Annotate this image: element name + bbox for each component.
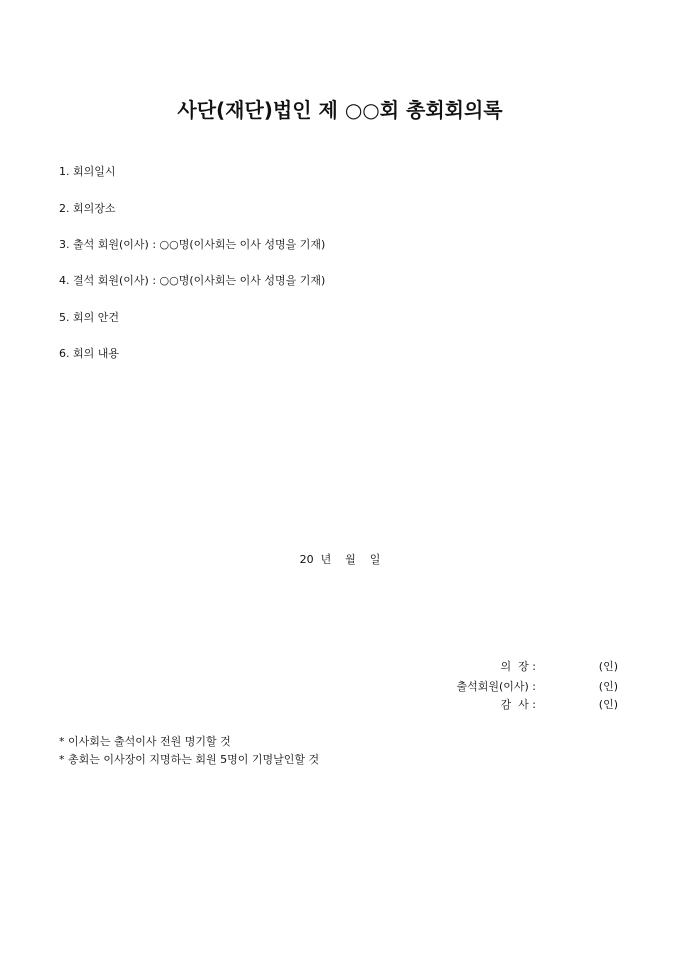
signature-row-chair: [380, 658, 620, 672]
item-agenda: 5. 회의 안건: [59, 311, 119, 324]
seal-mark-chair: (인): [598, 660, 618, 673]
item-content: 6. 회의 내용: [59, 347, 119, 360]
note-board: * 이사회는 출석이사 전원 명기할 것: [59, 735, 231, 748]
seal-mark-auditor: (인): [598, 698, 618, 711]
signature-label-chair: 의 장 :: [500, 660, 536, 673]
document-title: 사단(재단)법인 제 ○○회 총회회의록: [177, 98, 503, 122]
seal-mark-attending: (인): [598, 680, 618, 693]
signature-row-attending: [380, 678, 620, 692]
date-line: 20 년 월 일: [299, 553, 381, 566]
signature-row-auditor: [380, 696, 620, 710]
item-meeting-place: 2. 회의장소: [59, 202, 116, 215]
item-absent-members: 4. 결석 회원(이사) : ○○명(이사회는 이사 성명을 기재): [59, 274, 326, 287]
note-general-meeting: * 총회는 이사장이 지명하는 회원 5명이 기명날인할 것: [59, 753, 320, 766]
item-meeting-datetime: 1. 회의일시: [59, 165, 116, 178]
signature-label-attending: 출석회원(이사) :: [456, 680, 536, 693]
item-attending-members: 3. 출석 회원(이사) : ○○명(이사회는 이사 성명을 기재): [59, 238, 326, 251]
signature-label-auditor: 감 사 :: [500, 698, 536, 711]
